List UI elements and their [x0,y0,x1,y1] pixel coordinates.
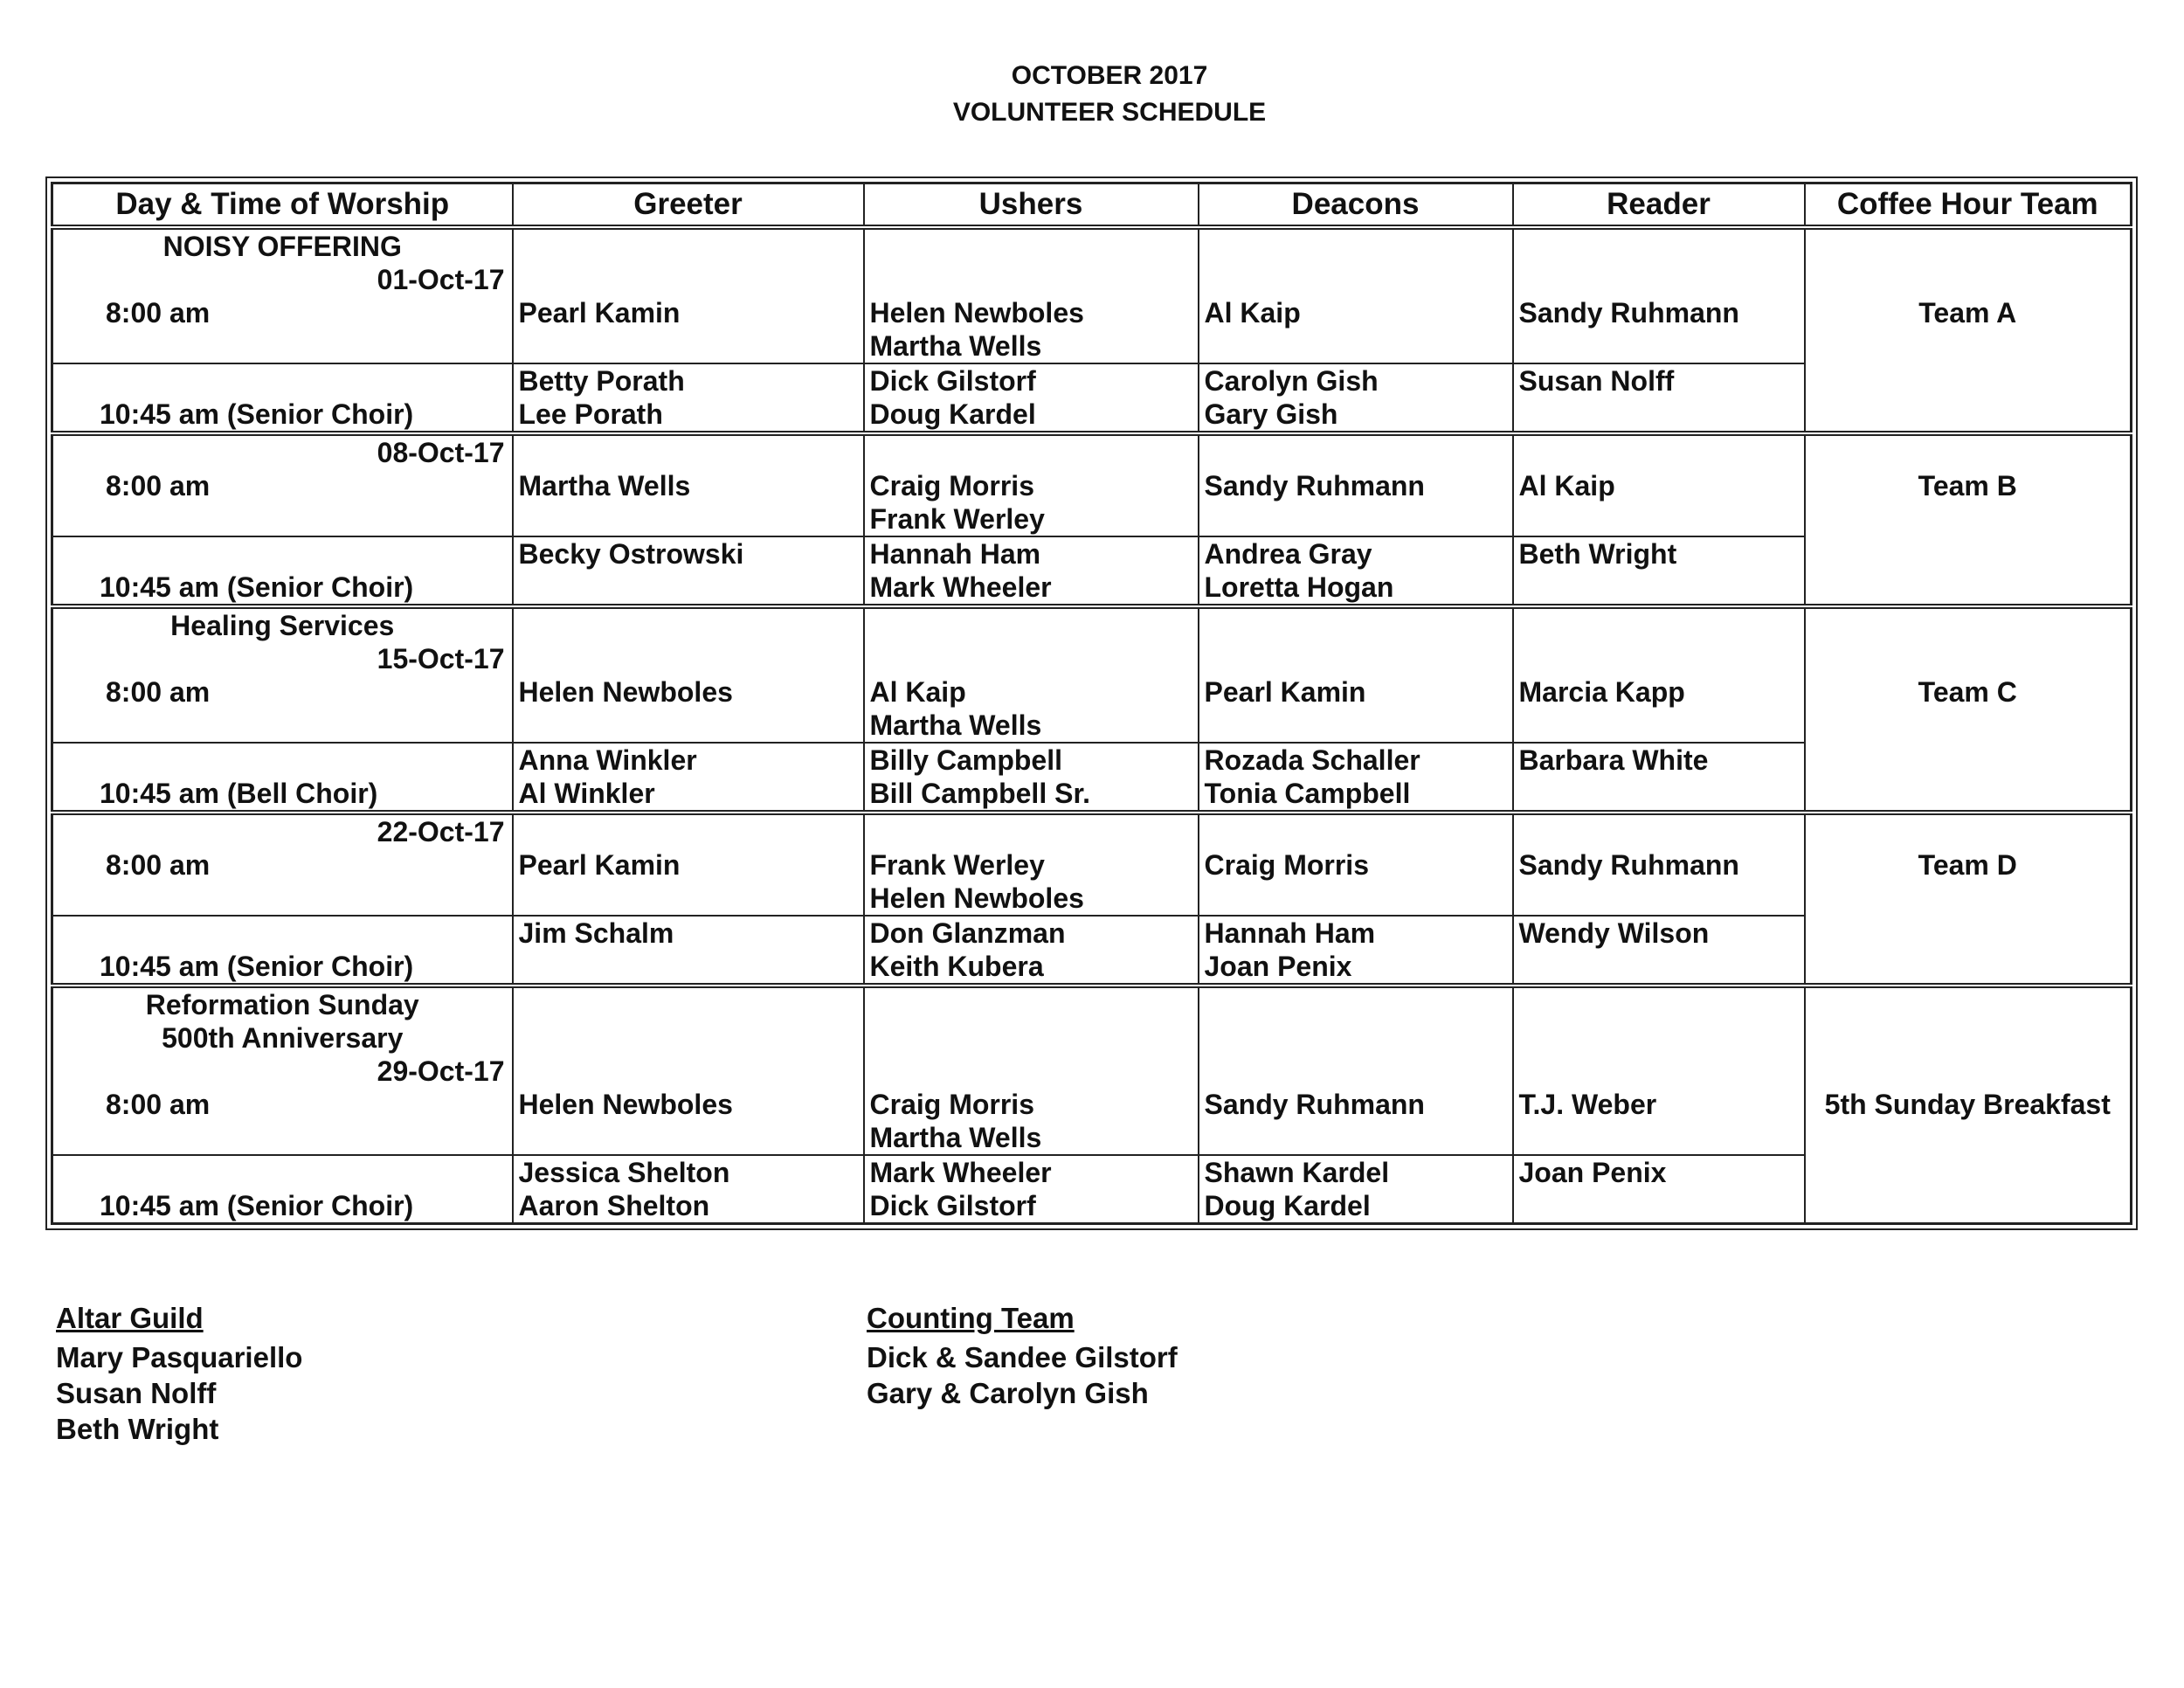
service-date: 29-Oct-17 [377,1055,505,1087]
spacer [1205,436,1507,469]
volunteer-name: Martha Wells [869,1122,1042,1153]
volunteer-name: Al Kaip [1518,470,1615,502]
deacons-cell [1199,536,1513,606]
volunteer-name: Lee Porath [518,398,663,430]
service-time: 10:45 am (Bell Choir) [100,778,378,809]
volunteer-name: Al Kaip [1204,297,1301,329]
volunteer-name: Wendy Wilson [1518,917,1710,949]
service-time: 10:45 am (Senior Choir) [100,571,414,603]
spacer [1519,1021,1799,1088]
spacer [1205,1021,1507,1088]
volunteer-name: Craig Morris [1204,849,1369,881]
volunteer-name: Hannah Ham [869,538,1041,570]
schedule-title-month: OCTOBER 2017 [1011,61,1208,90]
spacer [60,1156,505,1189]
service-label: Reformation Sunday [145,989,419,1020]
altar-guild-member: Susan Nolff [56,1377,217,1409]
reader-cell [1513,227,1805,363]
spacer [1519,571,1799,604]
deacons-cell [1199,433,1513,536]
spacer [1811,1021,2125,1088]
service-date: 22-Oct-17 [377,816,505,847]
volunteer-name: Don Glanzman [869,917,1066,949]
volunteer-name: Helen Newboles [869,297,1084,329]
spacer [1811,230,2125,296]
deacons-cell [1199,227,1513,363]
volunteer-name: Pearl Kamin [518,297,681,329]
spacer [870,436,1192,469]
spacer [870,988,1192,1021]
volunteer-name: Marcia Kapp [1518,676,1685,708]
volunteer-name: Frank Werley [869,849,1045,881]
spacer [1205,988,1507,1021]
deacons-cell [1199,606,1513,743]
day-time-cell [52,743,513,813]
day-time-cell [52,916,513,986]
coffee-team-cell [1805,986,2132,1224]
day-time-cell [52,433,513,536]
ushers-cell [864,916,1199,986]
service-label: 500th Anniversary [162,1022,404,1054]
spacer [519,230,858,296]
ushers-cell [864,743,1199,813]
volunteer-name: Sandy Ruhmann [1204,1089,1425,1120]
volunteer-name: Mark Wheeler [869,571,1052,603]
volunteer-name: Betty Porath [518,365,685,397]
deacons-cell [1199,986,1513,1155]
volunteer-name: Doug Kardel [869,398,1036,430]
coffee-team-cell [1805,606,2132,813]
column-header: Reader [1513,183,1805,228]
volunteer-name: Rozada Schaller [1204,744,1420,776]
spacer [1205,609,1507,675]
volunteer-name: Craig Morris [869,1089,1034,1120]
volunteer-name: Helen Newboles [518,1089,733,1120]
service-row [52,986,2132,1155]
header-row [52,183,2132,228]
volunteer-name: Pearl Kamin [518,849,681,881]
service-time: 10:45 am (Senior Choir) [100,951,414,982]
column-header: Coffee Hour Team [1805,183,2132,228]
volunteer-name: Bill Campbell Sr. [869,778,1091,809]
volunteer-name: Dick Gilstorf [869,365,1036,397]
spacer [1519,398,1799,431]
spacer [1519,815,1799,848]
service-row [52,813,2132,916]
volunteer-name: Gary Gish [1204,398,1338,430]
service-time: 10:45 am (Senior Choir) [100,1190,414,1221]
greeter-cell [513,363,864,433]
volunteer-name: Barbara White [1518,744,1709,776]
day-time-cell [52,536,513,606]
day-time-cell [52,986,513,1155]
volunteer-name: Pearl Kamin [1204,676,1366,708]
volunteer-name: Joan Penix [1518,1157,1667,1188]
volunteer-name: Beth Wright [1518,538,1677,570]
volunteer-name: Doug Kardel [1204,1190,1371,1221]
spacer [870,609,1192,675]
altar-guild-member: Beth Wright [56,1413,219,1445]
volunteer-name: Hannah Ham [1204,917,1376,949]
service-row [52,433,2132,536]
service-label: NOISY OFFERING [162,231,402,262]
spacer [1811,988,2125,1021]
volunteer-name: Keith Kubera [869,951,1044,982]
spacer [870,815,1192,848]
column-header: Deacons [1199,183,1513,228]
volunteer-name: Joan Penix [1204,951,1352,982]
column-header: Ushers [864,183,1199,228]
volunteer-name: Martha Wells [869,330,1042,362]
volunteer-name: Anna Winkler [518,744,697,776]
volunteer-name: Jessica Shelton [518,1157,730,1188]
altar-guild-member: Mary Pasquariello [56,1341,303,1373]
counting-team-member: Gary & Carolyn Gish [867,1377,1149,1409]
reader-cell [1513,536,1805,606]
ushers-cell [864,363,1199,433]
reader-cell [1513,363,1805,433]
spacer [60,537,505,571]
greeter-cell [513,986,864,1155]
ushers-cell [864,536,1199,606]
spacer [519,436,858,469]
service-time: 8:00 am [106,297,211,329]
volunteer-name: Sandy Ruhmann [1518,297,1739,329]
greeter-cell [513,433,864,536]
spacer [1205,815,1507,848]
spacer [519,1021,858,1088]
ushers-cell [864,986,1199,1155]
volunteer-name: Sandy Ruhmann [1204,470,1425,502]
day-time-cell [52,606,513,743]
greeter-cell [513,227,864,363]
volunteer-name: Dick Gilstorf [869,1190,1036,1221]
day-time-cell [52,813,513,916]
ushers-cell [864,433,1199,536]
greeter-cell [513,916,864,986]
coffee-team-name: 5th Sunday Breakfast [1824,1089,2111,1120]
reader-cell [1513,916,1805,986]
counting-team-section [867,1300,1178,1411]
deacons-cell [1199,916,1513,986]
volunteer-name: Carolyn Gish [1204,365,1379,397]
service-time: 10:45 am (Senior Choir) [100,398,414,430]
deacons-cell [1199,1155,1513,1224]
spacer [1519,950,1799,983]
volunteer-name: Loretta Hogan [1204,571,1394,603]
volunteer-name: Al Winkler [518,778,655,809]
spacer [1519,777,1799,810]
volunteer-name: T.J. Weber [1518,1089,1657,1120]
ushers-cell [864,227,1199,363]
volunteer-name: Frank Werley [869,503,1045,535]
altar-guild-heading: Altar Guild [56,1302,204,1334]
service-time: 8:00 am [106,676,211,708]
service-date: 15-Oct-17 [377,643,505,675]
volunteer-name: Andrea Gray [1204,538,1372,570]
coffee-team-name: Team A [1918,297,2017,329]
reader-cell [1513,813,1805,916]
spacer [60,364,505,398]
spacer [519,950,858,983]
ushers-cell [864,813,1199,916]
coffee-team-name: Team C [1918,676,2017,708]
spacer [1519,988,1799,1021]
spacer [1811,436,2125,469]
deacons-cell [1199,813,1513,916]
spacer [870,230,1192,296]
volunteer-name: Jim Schalm [518,917,674,949]
reader-cell [1513,433,1805,536]
greeter-cell [513,536,864,606]
day-time-cell [52,1155,513,1224]
deacons-cell [1199,363,1513,433]
spacer [519,815,858,848]
volunteer-name: Sandy Ruhmann [1518,849,1739,881]
volunteer-name: Helen Newboles [518,676,733,708]
counting-team-heading: Counting Team [867,1302,1075,1334]
greeter-cell [513,606,864,743]
ushers-cell [864,606,1199,743]
column-header: Greeter [513,183,864,228]
day-time-cell [52,363,513,433]
spacer [1811,815,2125,848]
spacer [519,609,858,675]
reader-cell [1513,606,1805,743]
service-time: 8:00 am [106,849,211,881]
spacer [870,1021,1192,1088]
schedule-body [52,227,2132,1224]
reader-cell [1513,986,1805,1155]
reader-cell [1513,1155,1805,1224]
greeter-cell [513,1155,864,1224]
volunteer-name: Helen Newboles [869,882,1084,914]
coffee-team-cell [1805,227,2132,433]
volunteer-name: Tonia Campbell [1204,778,1411,809]
deacons-cell [1199,743,1513,813]
spacer [1519,436,1799,469]
spacer [1519,230,1799,296]
altar-guild-section [56,1300,302,1447]
spacer [60,744,505,777]
reader-cell [1513,743,1805,813]
greeter-cell [513,743,864,813]
counting-team-member: Dick & Sandee Gilstorf [867,1341,1178,1373]
service-row [52,227,2132,363]
ushers-cell [864,1155,1199,1224]
volunteer-name: Billy Campbell [869,744,1062,776]
coffee-team-name: Team D [1918,849,2017,881]
spacer [519,988,858,1021]
volunteer-name: Martha Wells [518,470,691,502]
volunteer-name: Susan Nolff [1518,365,1675,397]
service-label: Healing Services [170,610,395,641]
spacer [60,917,505,950]
spacer [1519,1189,1799,1222]
service-time: 8:00 am [106,1089,211,1120]
volunteer-name: Aaron Shelton [518,1190,710,1221]
coffee-team-cell [1805,433,2132,606]
service-time: 8:00 am [106,470,211,502]
service-row [52,606,2132,743]
volunteer-name: Craig Morris [869,470,1034,502]
spacer [1519,609,1799,675]
volunteer-name: Mark Wheeler [869,1157,1052,1188]
service-date: 01-Oct-17 [377,264,505,295]
volunteer-name: Becky Ostrowski [518,538,744,570]
service-date: 08-Oct-17 [377,437,505,468]
coffee-team-name: Team B [1918,470,2017,502]
volunteer-name: Martha Wells [869,709,1042,741]
greeter-cell [513,813,864,916]
spacer [1811,609,2125,675]
volunteer-name: Shawn Kardel [1204,1157,1390,1188]
day-time-cell [52,227,513,363]
coffee-team-cell [1805,813,2132,986]
schedule-title: VOLUNTEER SCHEDULE [952,98,1267,127]
volunteer-name: Al Kaip [869,676,966,708]
volunteer-schedule-table [51,182,2132,1225]
spacer [1205,230,1507,296]
spacer [519,571,858,604]
column-header: Day & Time of Worship [52,183,513,228]
